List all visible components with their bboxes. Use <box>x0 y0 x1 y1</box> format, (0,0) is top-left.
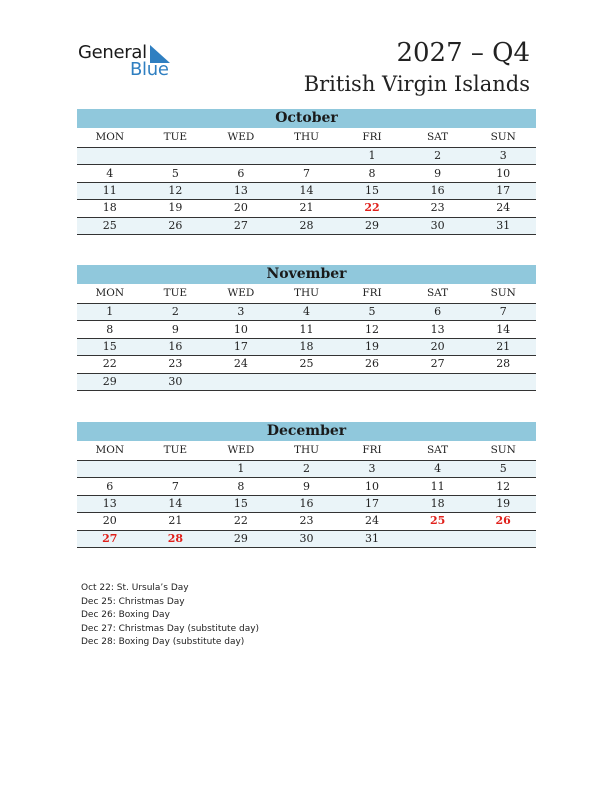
day-cell: 25 <box>405 513 471 530</box>
day-cell: 26 <box>470 513 536 530</box>
calendar-grid <box>77 128 536 235</box>
weekday-label: THU <box>274 128 340 148</box>
day-cell <box>77 461 143 478</box>
day-cell: 15 <box>339 182 405 199</box>
day-cell <box>339 373 405 390</box>
day-cell: 21 <box>470 338 536 355</box>
day-cell: 6 <box>405 304 471 321</box>
day-cell: 14 <box>274 182 340 199</box>
day-cell: 10 <box>470 165 536 182</box>
month-calendar-november <box>77 265 536 391</box>
day-cell: 29 <box>339 217 405 234</box>
weekday-label: FRI <box>339 441 405 461</box>
day-cell <box>208 373 274 390</box>
day-cell: 13 <box>208 182 274 199</box>
holiday-notes <box>81 582 259 650</box>
day-cell: 20 <box>405 338 471 355</box>
day-cell: 31 <box>339 530 405 547</box>
day-cell: 8 <box>77 321 143 338</box>
week-row <box>77 200 536 217</box>
day-cell: 18 <box>77 200 143 217</box>
day-cell <box>405 530 471 547</box>
day-cell: 16 <box>405 182 471 199</box>
logo-word-blue: Blue <box>130 59 169 80</box>
day-cell: 31 <box>470 217 536 234</box>
day-cell: 6 <box>208 165 274 182</box>
day-cell: 6 <box>77 478 143 495</box>
day-cell: 29 <box>208 530 274 547</box>
week-row <box>77 338 536 355</box>
day-cell: 25 <box>77 217 143 234</box>
day-cell: 12 <box>470 478 536 495</box>
weekday-label: SUN <box>470 441 536 461</box>
day-cell: 16 <box>143 338 209 355</box>
weekday-label: SUN <box>470 128 536 148</box>
weekday-label: WED <box>208 284 274 304</box>
day-cell: 20 <box>77 513 143 530</box>
day-cell: 24 <box>208 356 274 373</box>
day-cell: 4 <box>405 461 471 478</box>
day-cell: 11 <box>77 182 143 199</box>
week-row <box>77 373 536 390</box>
week-row <box>77 182 536 199</box>
day-cell: 12 <box>143 182 209 199</box>
day-cell: 3 <box>208 304 274 321</box>
weekday-label: MON <box>77 441 143 461</box>
weekday-label: WED <box>208 128 274 148</box>
day-cell: 7 <box>470 304 536 321</box>
day-cell <box>470 373 536 390</box>
day-cell: 9 <box>143 321 209 338</box>
day-cell <box>470 530 536 547</box>
day-cell: 14 <box>143 495 209 512</box>
day-cell: 5 <box>143 165 209 182</box>
day-cell: 30 <box>143 373 209 390</box>
day-cell: 8 <box>208 478 274 495</box>
day-cell: 1 <box>339 148 405 165</box>
day-cell: 18 <box>405 495 471 512</box>
day-cell: 11 <box>405 478 471 495</box>
day-cell: 11 <box>274 321 340 338</box>
day-cell: 8 <box>339 165 405 182</box>
day-cell <box>274 148 340 165</box>
week-row <box>77 461 536 478</box>
day-cell: 27 <box>405 356 471 373</box>
day-cell: 15 <box>208 495 274 512</box>
day-cell: 2 <box>405 148 471 165</box>
month-calendar-december <box>77 422 536 548</box>
day-cell: 18 <box>274 338 340 355</box>
weekday-label: THU <box>274 284 340 304</box>
day-cell: 4 <box>77 165 143 182</box>
day-cell: 10 <box>208 321 274 338</box>
month-title: December <box>77 422 536 441</box>
day-cell: 7 <box>274 165 340 182</box>
weekday-label: SAT <box>405 128 471 148</box>
weekday-label: FRI <box>339 284 405 304</box>
day-cell <box>77 148 143 165</box>
holiday-note: Oct 22: St. Ursula’s Day <box>81 583 189 593</box>
day-cell: 7 <box>143 478 209 495</box>
week-row <box>77 513 536 530</box>
weekday-label: MON <box>77 128 143 148</box>
day-cell: 3 <box>339 461 405 478</box>
day-cell: 14 <box>470 321 536 338</box>
day-cell: 13 <box>77 495 143 512</box>
day-cell: 9 <box>405 165 471 182</box>
weekday-label: TUE <box>143 128 209 148</box>
calendar-grid <box>77 441 536 548</box>
day-cell: 23 <box>143 356 209 373</box>
weekday-label: SAT <box>405 441 471 461</box>
weekday-label: TUE <box>143 284 209 304</box>
day-cell: 22 <box>208 513 274 530</box>
week-row <box>77 478 536 495</box>
generalblue-logo <box>78 42 178 82</box>
day-cell <box>143 461 209 478</box>
holiday-note: Dec 28: Boxing Day (substitute day) <box>81 637 245 648</box>
page-title: 2027 – Q4 <box>396 38 530 68</box>
weekday-label: WED <box>208 441 274 461</box>
day-cell: 17 <box>208 338 274 355</box>
day-cell <box>274 373 340 390</box>
month-title: November <box>77 265 536 284</box>
day-cell: 4 <box>274 304 340 321</box>
day-cell <box>143 148 209 165</box>
weekday-label: THU <box>274 441 340 461</box>
day-cell: 28 <box>274 217 340 234</box>
day-cell: 22 <box>77 356 143 373</box>
day-cell: 24 <box>339 513 405 530</box>
day-cell: 23 <box>274 513 340 530</box>
day-cell: 28 <box>143 530 209 547</box>
day-cell: 1 <box>77 304 143 321</box>
weekday-label: MON <box>77 284 143 304</box>
day-cell: 5 <box>470 461 536 478</box>
calendar-grid <box>77 284 536 391</box>
week-row <box>77 356 536 373</box>
day-cell: 15 <box>77 338 143 355</box>
day-cell: 13 <box>405 321 471 338</box>
day-cell: 12 <box>339 321 405 338</box>
week-row <box>77 148 536 165</box>
day-cell: 30 <box>405 217 471 234</box>
day-cell: 19 <box>470 495 536 512</box>
day-cell: 1 <box>208 461 274 478</box>
day-cell: 26 <box>339 356 405 373</box>
day-cell: 21 <box>274 200 340 217</box>
day-cell: 27 <box>208 217 274 234</box>
day-cell: 17 <box>470 182 536 199</box>
month-calendar-october <box>77 109 536 235</box>
weekday-label: SUN <box>470 284 536 304</box>
day-cell: 5 <box>339 304 405 321</box>
holiday-note: Dec 27: Christmas Day (substitute day) <box>81 623 260 634</box>
day-cell: 27 <box>77 530 143 547</box>
week-row <box>77 321 536 338</box>
day-cell: 3 <box>470 148 536 165</box>
week-row <box>77 495 536 512</box>
day-cell: 16 <box>274 495 340 512</box>
day-cell: 23 <box>405 200 471 217</box>
day-cell: 22 <box>339 200 405 217</box>
week-row <box>77 165 536 182</box>
week-row <box>77 217 536 234</box>
day-cell: 19 <box>143 200 209 217</box>
day-cell: 28 <box>470 356 536 373</box>
month-title: October <box>77 109 536 128</box>
day-cell: 9 <box>274 478 340 495</box>
day-cell: 2 <box>274 461 340 478</box>
weekday-label: FRI <box>339 128 405 148</box>
day-cell <box>405 373 471 390</box>
day-cell: 24 <box>470 200 536 217</box>
day-cell: 10 <box>339 478 405 495</box>
country-name: British Virgin Islands <box>303 72 530 96</box>
holiday-note: Dec 25: Christmas Day <box>81 596 185 607</box>
day-cell <box>208 148 274 165</box>
day-cell: 17 <box>339 495 405 512</box>
week-row <box>77 304 536 321</box>
day-cell: 25 <box>274 356 340 373</box>
logo-word-general: General <box>78 42 147 63</box>
day-cell: 29 <box>77 373 143 390</box>
day-cell: 30 <box>274 530 340 547</box>
day-cell: 2 <box>143 304 209 321</box>
week-row <box>77 530 536 547</box>
weekday-label: SAT <box>405 284 471 304</box>
day-cell: 26 <box>143 217 209 234</box>
day-cell: 20 <box>208 200 274 217</box>
holiday-note: Dec 26: Boxing Day <box>81 610 170 621</box>
weekday-label: TUE <box>143 441 209 461</box>
day-cell: 21 <box>143 513 209 530</box>
day-cell: 19 <box>339 338 405 355</box>
